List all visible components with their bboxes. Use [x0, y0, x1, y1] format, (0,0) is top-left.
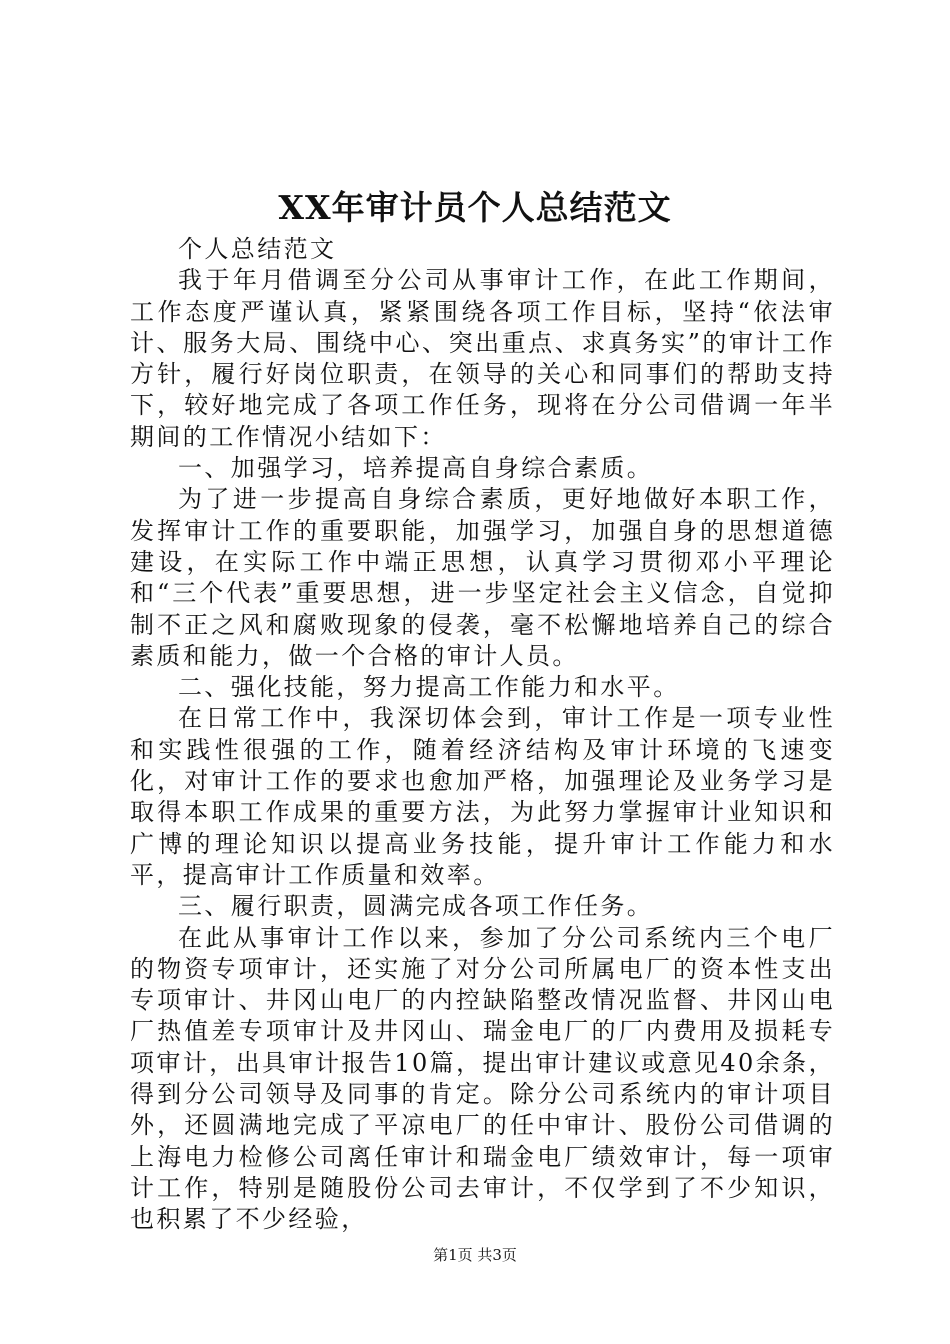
- paragraph-section-2: 在日常工作中，我深切体会到，审计工作是一项专业性和实践性很强的工作，随着经济结构及审计环境的飞速变化，对审计工作的要求也愈加严格，加强理论及业务学习是取得本职工作成果的重要方法，为此努力掌握审计业知识和广博的理论知识以提高业务技能，提升审计工作能力和水平，提高审计工作质量和效率。: [130, 704, 835, 889]
- section-heading-3: 三、履行职责，圆满完成各项工作任务。: [178, 892, 654, 921]
- document-body: [130, 234, 835, 1236]
- paragraph-section-3: 在此从事审计工作以来，参加了分公司系统内三个电厂的物资专项审计，还实施了对分公司所属电厂的资本性支出专项审计、井冈山电厂的内控缺陷整改情况监督、井冈山电厂热值差专项审计及井冈山、瑞金电厂的厂内费用及损耗专项审计，出具审计报告10篇，提出审计建议或意见40余条，得到分公司领导及同事的肯定。除分公司系统内的审计项目外，还圆满地完成了平凉电厂的任中审计、股份公司借调的上海电力检修公司离任审计和瑞金电厂绩效审计，每一项审计工作，特别是随股份公司去审计，不仅学到了不少知识，也积累了不少经验，: [130, 923, 835, 1234]
- section-heading-1: 一、加强学习，培养提高自身综合素质。: [178, 454, 654, 483]
- section-heading-2: 二、强化技能，努力提高工作能力和水平。: [178, 673, 680, 702]
- document-title: XX年审计员个人总结范文: [278, 188, 672, 227]
- page-footer: 第1页 共3页: [433, 1246, 517, 1264]
- paragraph-intro: 我于年月借调至分公司从事审计工作，在此工作期间，工作态度严谨认真，紧紧围绕各项工作目标，坚持“依法审计、服务大局、围绕中心、突出重点、求真务实”的审计工作方针，履行好岗位职责，在领导的关心和同事们的帮助支持下，较好地完成了各项工作任务，现将在分公司借调一年半期间的工作情况小结如下：: [130, 266, 835, 451]
- paragraph-subtitle: 个人总结范文: [178, 235, 337, 263]
- paragraph-section-1: 为了进一步提高自身综合素质，更好地做好本职工作，发挥审计工作的重要职能，加强学习，加强自身的思想道德建设，在实际工作中端正思想，认真学习贯彻邓小平理论和“三个代表”重要思想，进一步坚定社会主义信念，自觉抑制不正之风和腐败现象的侵袭，毫不松懈地培养自己的综合素质和能力，做一个合格的审计人员。: [130, 485, 835, 670]
